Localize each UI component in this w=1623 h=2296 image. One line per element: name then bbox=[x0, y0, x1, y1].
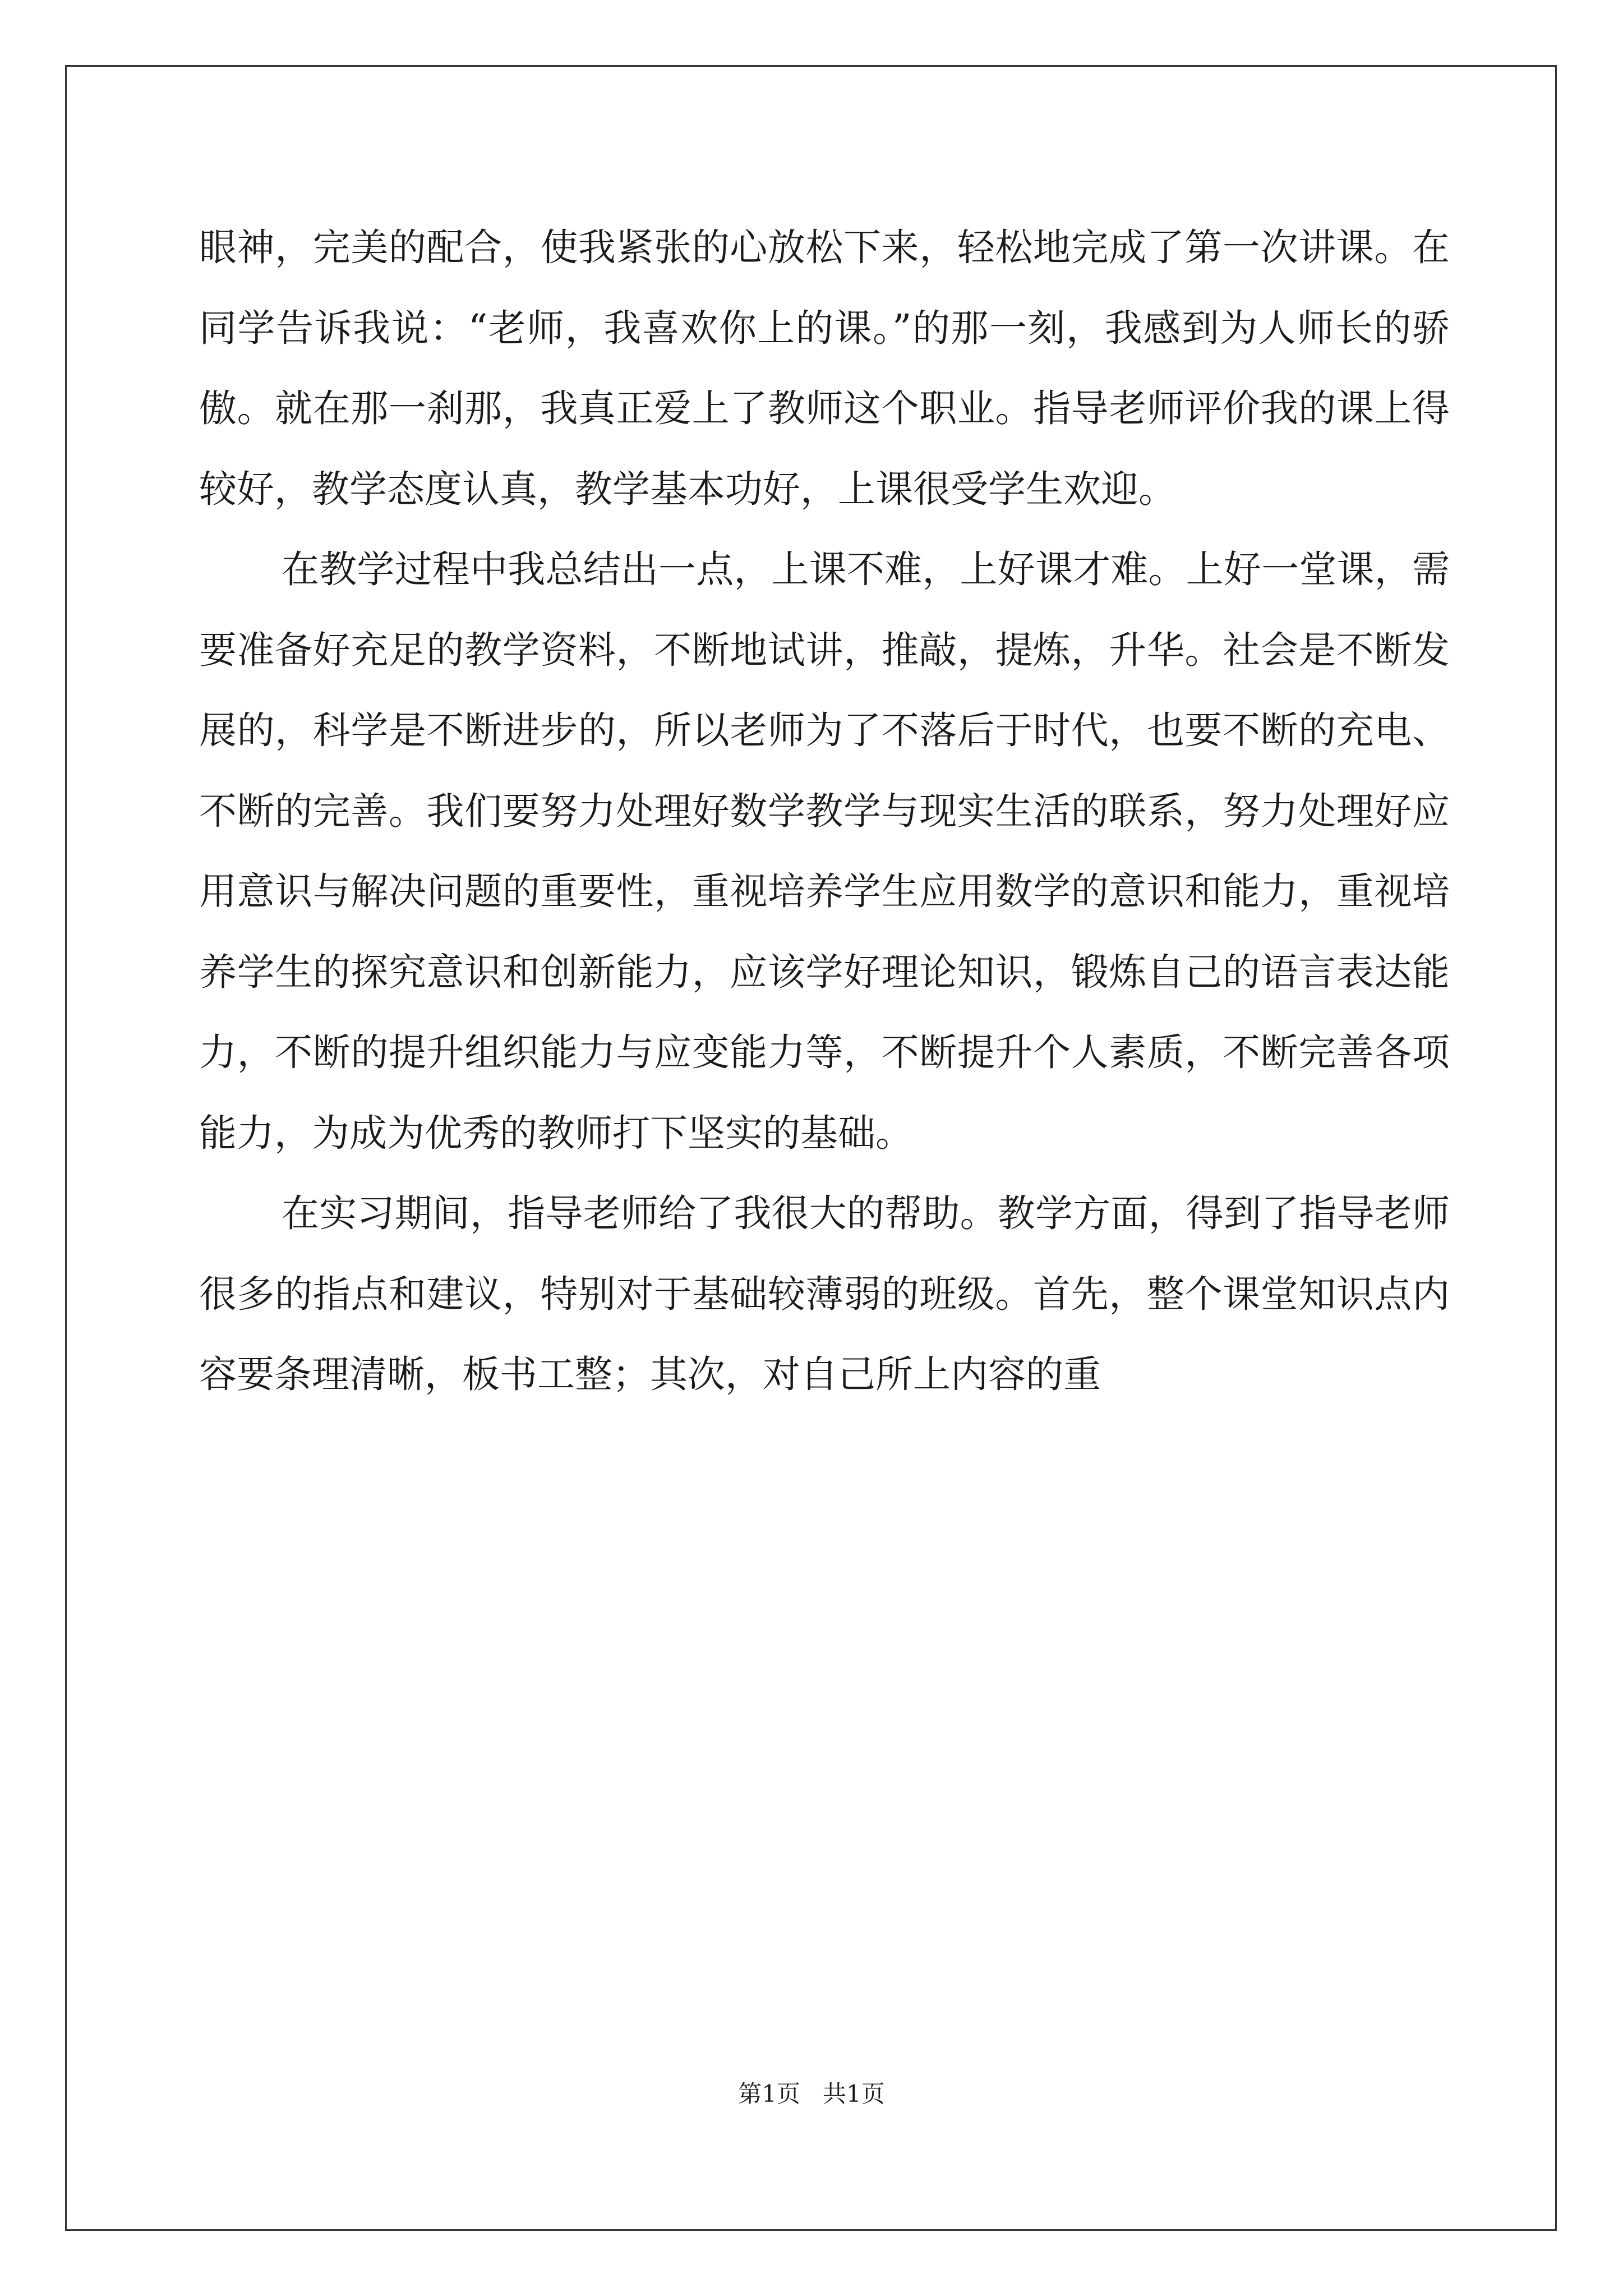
page-number: 第1页 bbox=[738, 2080, 800, 2108]
paragraph-2: 在教学过程中我总结出一点，上课不难，上好课才难。上好一堂课，需要准备好充足的教学资料，不断地试讲，推敲，提炼，升华。社会是不断发展的，科学是不断进步的，所以老师为了不落后于时代，也要不断的充电、不断的完善。我们要努力处理好数学教学与现实生活的联系，努力处理好应用意识与解决问题的重要性，重视培养学生应用数学的意识和能力，重视培养学生的探究意识和创新能力，应该学好理论知识，锻炼自己的语言表达能力，不断的提升组织能力与应变能力等，不断提升个人素质，不断完善各项能力，为成为优秀的教师打下坚实的基础。 bbox=[199, 547, 1450, 1155]
paragraph-3: 在实习期间，指导老师给了我很大的帮助。教学方面，得到了指导老师很多的指点和建议，特别对于基础较薄弱的班级。首先，整个课堂知识点内容要条理清晰，板书工整；其次，对自己所上内容的重 bbox=[199, 1191, 1450, 1396]
document-body bbox=[199, 208, 1450, 1415]
paragraph-1: 眼神，完美的配合，使我紧张的心放松下来，轻松地完成了第一次讲课。在同学告诉我说：“老师，我喜欢你上的课。”的那一刻，我感到为人师长的骄傲。就在那一刹那，我真正爱上了教师这个职业。指导老师评价我的课上得较好，教学态度认真，教学基本功好，上课很受学生欢迎。 bbox=[199, 226, 1450, 511]
page-total: 共1页 bbox=[823, 2080, 885, 2108]
page-footer bbox=[0, 2076, 1623, 2109]
